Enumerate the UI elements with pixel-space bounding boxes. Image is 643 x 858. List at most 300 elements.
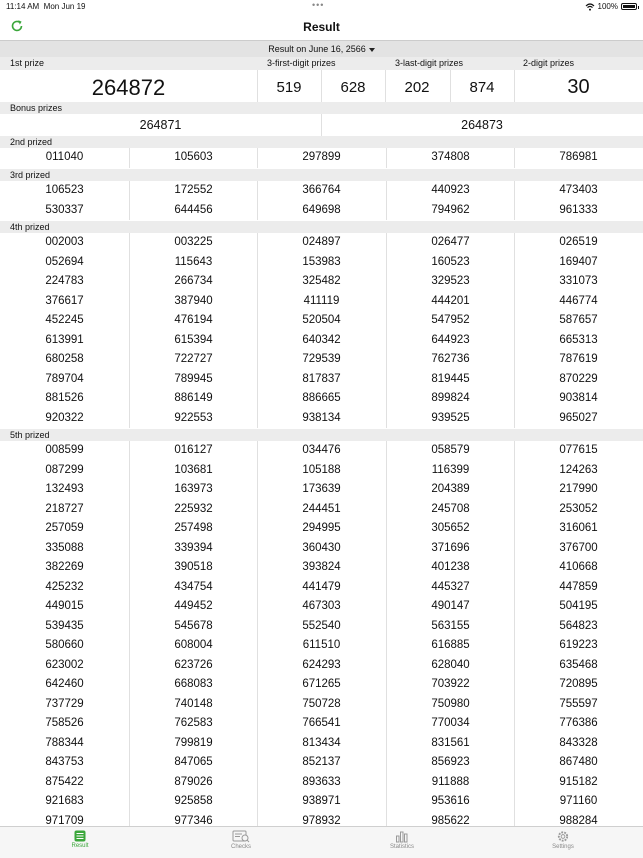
prize-number: 886665: [302, 392, 341, 404]
prize-number: 680258: [45, 353, 84, 365]
divider: [257, 201, 258, 221]
divider: [514, 311, 515, 331]
prize-number: 867480: [559, 756, 598, 768]
divider: [129, 148, 130, 168]
divider: [257, 331, 258, 351]
table-row: [0, 441, 643, 460]
table-row: [0, 201, 643, 220]
table-row: [0, 773, 643, 792]
prize-number: 971160: [559, 795, 598, 807]
divider: [386, 389, 387, 409]
divider: [129, 675, 130, 695]
divider: [386, 350, 387, 370]
table-row: [0, 311, 643, 330]
divider: [129, 519, 130, 539]
prize-number: 172552: [174, 184, 213, 196]
prize-number: 971709: [45, 814, 84, 827]
table-row: [0, 350, 643, 369]
divider: [257, 253, 258, 273]
prize-number: 729539: [302, 353, 341, 365]
prize-number: 856923: [431, 756, 470, 768]
prize-number: 008599: [45, 444, 84, 456]
prize-number: 446774: [559, 294, 598, 307]
divider: [129, 558, 130, 578]
divider: [386, 201, 387, 221]
prize-number: 103681: [174, 463, 213, 476]
prize-number: 925858: [174, 795, 213, 807]
divider: [514, 461, 515, 481]
divider: [129, 753, 130, 773]
divider: [129, 714, 130, 734]
status-bar: [0, 0, 643, 14]
prize-number: 665313: [559, 333, 598, 346]
divider: [386, 441, 387, 461]
divider: [129, 201, 130, 221]
divider: [257, 558, 258, 578]
prize-number: 817837: [302, 372, 341, 385]
prize-number: 297899: [302, 151, 341, 163]
prize-number: 434754: [174, 580, 213, 593]
prize-number: 132493: [45, 483, 84, 495]
table-row: [0, 148, 643, 167]
prize-number: 965027: [559, 411, 598, 424]
prize-number: 257498: [174, 522, 213, 534]
divider: [257, 792, 258, 812]
prize-number: 335088: [45, 541, 84, 554]
prize-number: 440923: [431, 184, 470, 196]
tab-bar: [0, 826, 643, 858]
prize-number: 473403: [559, 184, 598, 196]
prize-number: 953616: [431, 795, 470, 807]
prize-number: 762736: [431, 353, 470, 365]
prize-number: 444201: [431, 294, 470, 307]
divider: [257, 734, 258, 754]
divider: [129, 597, 130, 617]
prize-number: 635468: [559, 658, 598, 671]
table-row: [0, 331, 643, 350]
prize-number: 530337: [45, 203, 84, 216]
divider: [386, 181, 387, 201]
prize-number: 649698: [302, 203, 341, 216]
divider: [257, 389, 258, 409]
divider: [257, 350, 258, 370]
prize-number: 870229: [559, 372, 598, 385]
divider: [257, 441, 258, 461]
divider: [514, 753, 515, 773]
prize-number: 938134: [302, 411, 341, 424]
first-prize-number: 264872: [91, 75, 166, 100]
battery-percent: 100%: [597, 2, 618, 11]
prize-number: 411119: [303, 294, 340, 307]
divider: [129, 636, 130, 656]
divider: [386, 233, 387, 253]
prize-number: 376617: [45, 294, 84, 307]
divider: [386, 409, 387, 429]
statistics-icon: [395, 830, 409, 843]
table-row: [0, 675, 643, 694]
prize-number: 504195: [559, 600, 598, 612]
bonus-row: [0, 114, 643, 136]
prize-number: 671265: [302, 678, 341, 690]
divider: [386, 519, 387, 539]
divider: [129, 389, 130, 409]
prize-number: 587657: [559, 314, 598, 326]
prize-number: 938971: [302, 795, 341, 807]
prize-number: 755597: [559, 697, 598, 710]
divider: [514, 734, 515, 754]
table-row: [0, 753, 643, 772]
divider: [386, 597, 387, 617]
prize-number: 615394: [174, 333, 213, 346]
three-first-number: 519: [276, 79, 302, 96]
divider: [129, 272, 130, 292]
result-icon: [74, 830, 86, 842]
prize-number: 644923: [431, 333, 470, 346]
divider: [129, 480, 130, 500]
divider: [514, 350, 515, 370]
two-digit-number: 30: [567, 76, 590, 98]
prize-number: 886149: [174, 392, 213, 404]
divider: [257, 695, 258, 715]
prize-number: 105188: [302, 463, 341, 476]
prize-number: 843328: [559, 736, 598, 749]
prize-number: 915182: [559, 775, 598, 788]
divider: [514, 675, 515, 695]
divider: [514, 201, 515, 221]
tab-label: Checks: [230, 844, 251, 850]
divider: [514, 773, 515, 793]
divider: [514, 714, 515, 734]
prize-number: 616885: [431, 639, 470, 651]
divider: [386, 331, 387, 351]
status-time: 11:14 AM Mon Jun 19: [6, 2, 86, 11]
table-row: [0, 500, 643, 519]
prize-number: 387940: [174, 294, 213, 307]
tab-result[interactable]: [0, 827, 160, 858]
divider: [129, 578, 130, 598]
divider: [257, 311, 258, 331]
divider: [129, 695, 130, 715]
prize-number: 204389: [431, 483, 470, 495]
prize-number: 920322: [45, 411, 84, 424]
prize-number: 003225: [174, 236, 213, 248]
divider: [257, 370, 258, 390]
prize-number: 390518: [174, 561, 213, 573]
prize-number: 642460: [45, 678, 84, 690]
prize-number: 611510: [302, 639, 341, 651]
prize-number: 077615: [559, 444, 598, 456]
prize-number: 640342: [302, 333, 341, 346]
prize-number: 467303: [302, 600, 341, 612]
third-prize-header: 3rd prized: [0, 169, 643, 181]
prize-number: 034476: [302, 444, 341, 456]
tab-label: Settings: [552, 844, 574, 850]
table-row: [0, 233, 643, 252]
prize-number: 382269: [45, 561, 84, 573]
divider: [257, 656, 258, 676]
caret-down-icon: [369, 48, 375, 52]
tab-settings[interactable]: [483, 827, 643, 858]
divider: [514, 148, 515, 168]
prize-number: 339394: [174, 541, 213, 554]
status-right: [585, 2, 637, 11]
divider: [129, 311, 130, 331]
prize-number: 750980: [431, 697, 470, 710]
divider: [386, 272, 387, 292]
prize-number: 794962: [431, 203, 470, 216]
divider: [129, 461, 130, 481]
divider: [257, 519, 258, 539]
prize-number: 449015: [45, 600, 84, 612]
prize-number: 376700: [559, 541, 598, 554]
prize-number: 002003: [45, 236, 84, 248]
tab-statistics[interactable]: [322, 827, 482, 858]
divider: [386, 480, 387, 500]
divider: [514, 578, 515, 598]
prize-number: 762583: [174, 717, 213, 729]
checks-icon: [232, 830, 250, 843]
prize-number: 563155: [431, 619, 470, 632]
prize-number: 441479: [302, 580, 341, 593]
second-prize-header: 2nd prized: [0, 136, 643, 148]
prize-number: 977346: [174, 814, 213, 827]
prize-number: 401238: [431, 561, 470, 573]
divider: [386, 253, 387, 273]
prize-number: 879026: [174, 775, 213, 788]
table-row: [0, 539, 643, 558]
divider: [257, 272, 258, 292]
prize-number: 580660: [45, 639, 84, 651]
table-row: [0, 636, 643, 655]
prize-number: 490147: [431, 600, 470, 612]
prize-number: 819445: [431, 372, 470, 385]
table-row: [0, 272, 643, 291]
divider: [386, 370, 387, 390]
divider: [386, 500, 387, 520]
prize-number: 740148: [174, 697, 213, 710]
divider: [386, 461, 387, 481]
prize-number: 545678: [174, 619, 213, 632]
divider: [386, 656, 387, 676]
prize-number: 552540: [302, 619, 341, 632]
divider: [514, 597, 515, 617]
divider: [257, 461, 258, 481]
divider: [386, 292, 387, 312]
prize-number: 116399: [431, 463, 470, 476]
table-row: [0, 292, 643, 311]
table-row: [0, 519, 643, 538]
prize-number: 703922: [431, 678, 470, 690]
divider: [514, 233, 515, 253]
prize-number: 786981: [559, 151, 598, 163]
table-row: [0, 656, 643, 675]
battery-icon: [621, 3, 637, 10]
prize-number: 985622: [431, 814, 470, 827]
divider: [514, 539, 515, 559]
divider: [514, 656, 515, 676]
prize-number: 988284: [559, 814, 598, 827]
table-row: [0, 181, 643, 200]
tab-label: Result: [71, 843, 89, 849]
wifi-icon: [585, 3, 595, 11]
prize-number: 173639: [302, 483, 341, 495]
prize-number: 245708: [431, 502, 470, 515]
prize-number: 939525: [431, 411, 470, 424]
prize-number: 294995: [302, 522, 341, 534]
table-row: [0, 792, 643, 811]
prize-number: 922553: [174, 411, 213, 424]
divider: [386, 558, 387, 578]
prize-number: 452245: [45, 314, 84, 326]
settings-icon: [556, 830, 570, 843]
tab-checks[interactable]: [161, 827, 321, 858]
divider: [514, 636, 515, 656]
prize-number: 911888: [431, 775, 470, 788]
divider: [514, 370, 515, 390]
divider: [257, 480, 258, 500]
prize-number: 225932: [174, 502, 213, 515]
prize-number: 218727: [45, 502, 84, 515]
prize-number: 476194: [174, 314, 213, 326]
prize-number: 520504: [302, 314, 341, 326]
table-row: [0, 253, 643, 272]
fourth-prize-header: 4th prized: [0, 221, 643, 233]
divider: [257, 233, 258, 253]
date-selector-label: Result on June 16, 2566: [268, 44, 366, 54]
table-row: [0, 480, 643, 499]
prize-number: 115643: [174, 255, 213, 268]
divider: [129, 331, 130, 351]
divider: [514, 500, 515, 520]
top-prize-headers: [0, 57, 643, 70]
divider: [514, 695, 515, 715]
two-digit-header: 2-digit prizes: [523, 58, 575, 68]
prize-number: 224783: [45, 275, 84, 287]
table-row: [0, 597, 643, 616]
divider: [386, 311, 387, 331]
divider: [386, 753, 387, 773]
prize-number: 244451: [302, 502, 341, 515]
bonus-number: 264873: [461, 118, 503, 132]
divider: [386, 617, 387, 637]
divider: [129, 734, 130, 754]
divider: [257, 148, 258, 168]
prize-number: 371696: [431, 541, 470, 554]
bonus-header: Bonus prizes: [0, 102, 643, 114]
divider: [257, 539, 258, 559]
prize-number: 058579: [431, 444, 470, 456]
prize-number: 624293: [302, 658, 341, 671]
table-row: [0, 389, 643, 408]
prize-number: 852137: [302, 756, 341, 768]
prize-number: 410668: [559, 561, 598, 573]
divider: [129, 350, 130, 370]
divider: [257, 409, 258, 429]
table-row: [0, 558, 643, 577]
prize-number: 881526: [45, 392, 84, 404]
prize-number: 875422: [45, 775, 84, 788]
prize-number: 052694: [45, 255, 84, 268]
divider: [514, 558, 515, 578]
table-row: [0, 734, 643, 753]
nav-bar: [0, 14, 643, 40]
table-row: [0, 370, 643, 389]
three-first-number: 628: [340, 79, 366, 96]
divider: [514, 389, 515, 409]
divider: [514, 480, 515, 500]
multitask-dots-icon[interactable]: •••: [312, 0, 325, 10]
prize-number: 799819: [174, 736, 213, 749]
prize-number: 737729: [45, 697, 84, 710]
page-title: Result: [303, 20, 340, 34]
prize-number: 961333: [559, 203, 598, 216]
prize-number: 331073: [559, 275, 598, 287]
prize-number: 160523: [431, 255, 470, 268]
divider: [257, 292, 258, 312]
divider: [386, 773, 387, 793]
prize-number: 668083: [174, 678, 213, 690]
divider: [129, 656, 130, 676]
table-row: [0, 461, 643, 480]
prize-number: 750728: [302, 697, 341, 710]
prize-number: 305652: [431, 522, 470, 534]
prize-number: 788344: [45, 736, 84, 749]
prize-number: 770034: [431, 717, 470, 729]
divider: [257, 753, 258, 773]
prize-number: 843753: [45, 756, 84, 768]
prize-number: 266734: [174, 275, 213, 287]
prize-number: 978932: [302, 814, 341, 827]
prize-number: 831561: [431, 736, 470, 749]
prize-number: 776386: [559, 717, 598, 729]
divider: [514, 253, 515, 273]
divider: [386, 695, 387, 715]
first-prize-header: 1st prize: [10, 58, 45, 68]
table-row: [0, 578, 643, 597]
divider: [386, 734, 387, 754]
prize-number: 366764: [302, 184, 341, 196]
table-row: [0, 409, 643, 428]
date-selector[interactable]: [0, 40, 643, 57]
three-first-header: 3-first-digit prizes: [267, 58, 336, 68]
divider: [129, 370, 130, 390]
prize-number: 813434: [302, 736, 341, 749]
prize-number: 893633: [302, 775, 341, 788]
divider: [257, 500, 258, 520]
divider: [514, 331, 515, 351]
prize-number: 758526: [45, 717, 84, 729]
prize-number: 425232: [45, 580, 84, 593]
fifth-prize-header: 5th prized: [0, 429, 643, 441]
prize-number: 105603: [174, 151, 213, 163]
prize-number: 847065: [174, 756, 213, 768]
prize-number: 722727: [174, 353, 213, 365]
prize-number: 011040: [45, 151, 84, 163]
prize-number: 106523: [45, 184, 84, 196]
prize-number: 124263: [559, 463, 598, 476]
divider: [129, 181, 130, 201]
divider: [386, 714, 387, 734]
divider: [514, 181, 515, 201]
prize-number: 325482: [302, 275, 341, 287]
prize-number: 608004: [174, 639, 213, 651]
divider: [386, 578, 387, 598]
three-last-number: 202: [404, 79, 430, 96]
divider: [514, 292, 515, 312]
prize-number: 016127: [174, 444, 213, 456]
prize-number: 921683: [45, 795, 84, 807]
prize-number: 787619: [559, 353, 598, 365]
